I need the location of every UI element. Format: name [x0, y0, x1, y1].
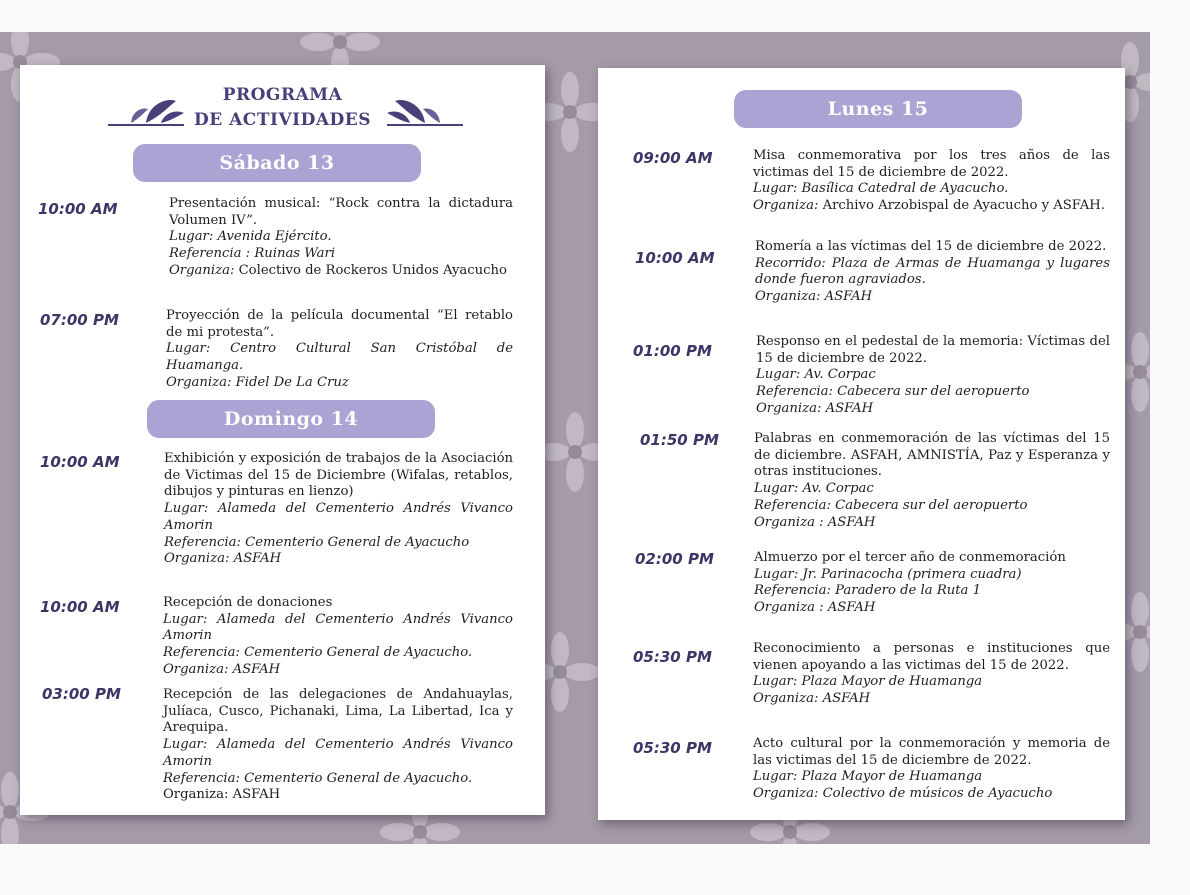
left-program-card	[20, 65, 545, 815]
event-time: 07:00 PM	[40, 311, 119, 329]
event-location: Lugar: Basílica Catedral de Ayacucho.	[753, 181, 1009, 197]
event-organizer: Organiza: ASFAH	[164, 551, 282, 567]
event-location: Lugar: Jr. Parinacocha (primera cuadra)	[754, 566, 1022, 582]
event-organizer: Organiza: Colectivo de músicos de Ayacucho	[753, 786, 1053, 802]
event-organizer-label: Organiza:	[753, 198, 819, 214]
event-location: Lugar: Alameda del Cementerio Andrés Vivanco Amorin	[163, 611, 513, 644]
event-reference: Referencia : Ruinas Wari	[169, 246, 336, 262]
event-sat-rock	[169, 196, 513, 280]
event-mon-acto-cultural	[753, 736, 1110, 803]
event-title: Romería a las víctimas del 15 de diciembre de 2022.	[755, 239, 1107, 254]
event-organizer: Organiza : ASFAH	[754, 600, 876, 616]
event-sun-exhibicion	[164, 451, 513, 568]
program-title-line2: DE ACTIVIDADES	[194, 110, 371, 130]
event-organizer: Organiza: ASFAH	[753, 691, 871, 707]
event-organizer: Organiza: ASFAH	[163, 661, 281, 677]
event-title: Recepción de donaciones	[163, 595, 333, 610]
event-title: Proyección de la película documental “El retablo de mi protesta”.	[166, 308, 513, 340]
event-title: Acto cultural por la conmemoración y memoria de las victimas del 15 de diciembre de 2022.	[753, 736, 1110, 768]
day-header-saturday: Sábado 13	[133, 144, 421, 182]
program-title-line1: PROGRAMA	[222, 85, 343, 105]
event-time: 01:00 PM	[633, 342, 712, 360]
event-route: Recorrido: Plaza de Armas de Huamanga y lugares donde fueron agraviados.	[755, 255, 1110, 288]
event-sat-documental	[166, 308, 513, 392]
event-organizer: Organiza: ASFAH	[755, 289, 873, 305]
event-time: 05:30 PM	[633, 648, 712, 666]
event-title: Palabras en conmemoración de las víctimas del 15 de diciembre. ASFAH, AMNISTÍA, Paz y Esperanza y otras instituciones.	[754, 431, 1110, 480]
event-title: Reconocimiento a personas e instituciones que vienen apoyando a las victimas del 15 de 2022.	[753, 641, 1110, 673]
event-organizer: Organiza : ASFAH	[754, 514, 876, 530]
event-location: Lugar: Plaza Mayor de Huamanga	[753, 674, 983, 690]
event-time: 10:00 AM	[38, 200, 118, 218]
event-location: Lugar: Centro Cultural San Cristóbal de Huamanga.	[166, 341, 513, 374]
event-location: Lugar: Av. Corpac	[756, 367, 876, 383]
event-title: Almuerzo por el tercer año de conmemoración	[754, 550, 1066, 565]
event-mon-misa	[753, 148, 1110, 215]
event-time: 03:00 PM	[42, 685, 121, 703]
event-organizer: Archivo Arzobispal de Ayacucho y ASFAH.	[818, 198, 1105, 214]
right-program-card	[598, 68, 1125, 820]
event-location: Lugar: Alameda del Cementerio Andrés Vivanco Amorin	[164, 501, 513, 533]
event-organizer: Organiza: ASFAH	[163, 787, 281, 803]
event-time: 10:00 AM	[40, 598, 120, 616]
event-sun-donaciones	[163, 595, 513, 679]
event-sun-delegaciones	[163, 687, 513, 804]
event-location: Lugar: Plaza Mayor de Huamanga	[753, 769, 983, 785]
event-organizer: Organiza: ASFAH	[756, 400, 874, 416]
event-time: 09:00 AM	[633, 149, 713, 167]
event-reference: Referencia: Cementerio General de Ayacucho.	[163, 770, 473, 786]
event-title: Exhibición y exposición de trabajos de la Asociación de Victimas del 15 de Diciembre (Wifalas, retablos, dibujos y pinturas en lienzo)	[164, 451, 513, 500]
event-location: Lugar: Alameda del Cementerio Andrés Vivanco Amorin	[163, 737, 513, 769]
event-time: 01:50 PM	[640, 431, 719, 449]
event-time: 05:30 PM	[633, 739, 712, 757]
event-title: Responso en el pedestal de la memoria: Víctimas del 15 de diciembre de 2022.	[756, 334, 1110, 366]
event-reference: Referencia: Cementerio General de Ayacucho.	[163, 645, 473, 661]
event-time: 10:00 AM	[635, 249, 715, 267]
event-reference: Referencia: Cabecera sur del aeropuerto	[754, 497, 1028, 513]
event-organizer: Colectivo de Rockeros Unidos Ayacucho	[234, 262, 507, 278]
event-title: Presentación musical: “Rock contra la dictadura Volumen IV”.	[169, 196, 513, 228]
event-organizer: Organiza: Fidel De La Cruz	[166, 374, 349, 390]
event-location: Lugar: Av. Corpac	[754, 481, 874, 497]
event-time: 10:00 AM	[40, 453, 120, 471]
event-reference: Referencia: Cabecera sur del aeropuerto	[756, 384, 1030, 400]
event-mon-responso	[756, 334, 1110, 418]
day-header-monday: Lunes 15	[734, 90, 1022, 128]
event-organizer-label: Organiza:	[169, 262, 235, 278]
event-title: Recepción de las delegaciones de Andahuaylas, Julíaca, Cusco, Pichanaki, Lima, La Libertad, Ica y Arequipa.	[163, 687, 513, 736]
event-mon-almuerzo	[754, 550, 1110, 617]
event-mon-reconocimiento	[753, 641, 1110, 708]
event-time: 02:00 PM	[635, 550, 714, 568]
event-mon-palabras	[754, 431, 1110, 531]
event-title: Misa conmemorativa por los tres años de las victimas del 15 de diciembre de 2022.	[753, 148, 1110, 180]
event-reference: Referencia: Cementerio General de Ayacucho	[164, 534, 470, 550]
day-header-sunday: Domingo 14	[147, 400, 435, 438]
event-location: Lugar: Avenida Ejército.	[169, 229, 332, 245]
event-mon-romeria	[755, 239, 1110, 306]
event-reference: Referencia: Paradero de la Ruta 1	[754, 583, 981, 599]
